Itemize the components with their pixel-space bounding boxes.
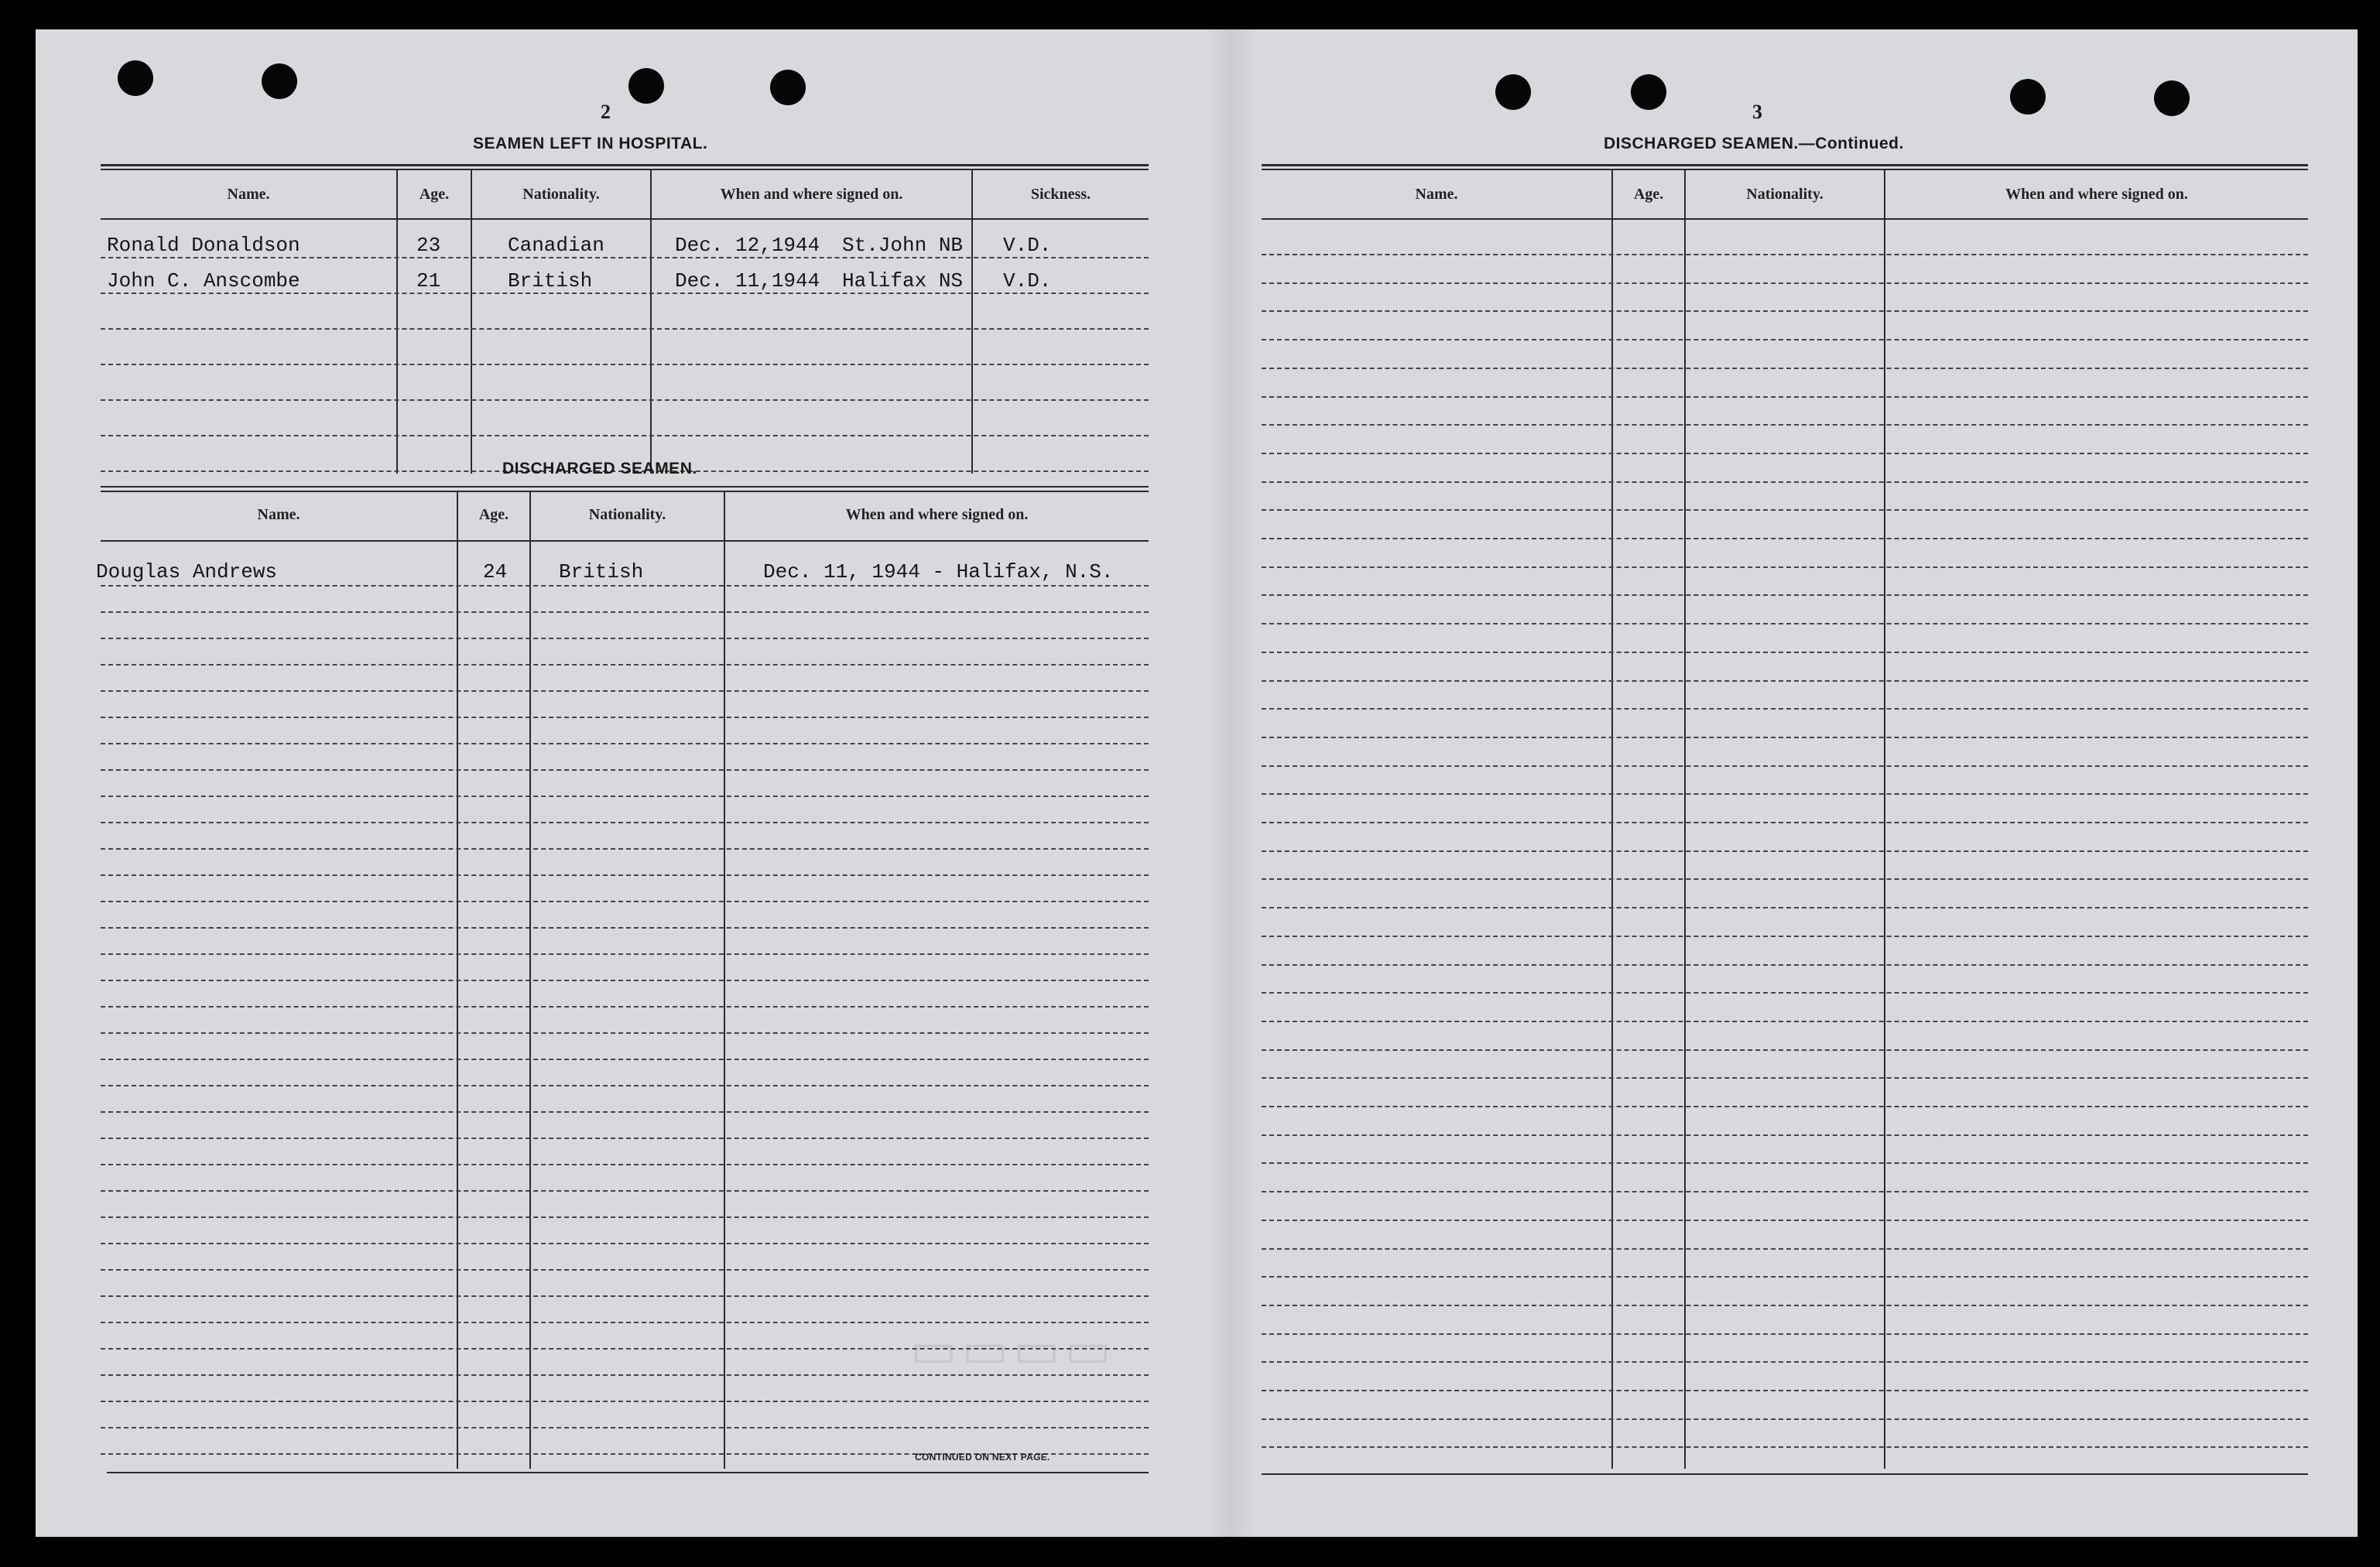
continued-col-name: Name. <box>1415 186 1458 203</box>
ruled-line <box>101 717 1149 718</box>
ruled-line <box>101 690 1149 692</box>
ruled-line <box>1262 1220 2308 1221</box>
ruled-line <box>101 795 1149 797</box>
ruled-line <box>1262 254 2308 255</box>
hospital-place: Halifax NS <box>842 269 964 293</box>
page-fold <box>1208 29 1255 1537</box>
hospital-sickness: V.D. <box>1003 234 1052 257</box>
hospital-date: Dec. 12,1944 <box>675 234 820 257</box>
ruled-line <box>101 1374 1149 1376</box>
discharged-nationality: British <box>559 560 644 583</box>
hospital-col-name: Name. <box>227 186 270 203</box>
punch-hole <box>2154 80 2190 116</box>
ruled-line <box>101 638 1149 639</box>
ruled-line <box>1262 1162 2308 1164</box>
ruled-line <box>101 953 1149 955</box>
hospital-section-title: SEAMEN LEFT IN HOSPITAL. <box>473 135 708 152</box>
discharged-col-signed-on: When and where signed on. <box>845 506 1029 523</box>
continued-col-age: Age. <box>1633 186 1664 203</box>
ruled-line <box>1262 594 2308 596</box>
punch-hole <box>1631 74 1666 110</box>
ruled-line <box>1262 1248 2308 1250</box>
ruled-line <box>1262 737 2308 738</box>
ruled-line <box>101 1138 1149 1139</box>
ruled-line <box>101 874 1149 876</box>
ruled-line <box>1262 1191 2308 1192</box>
ruled-line <box>1262 1134 2308 1136</box>
ruled-line <box>1262 850 2308 852</box>
ruled-line <box>1262 310 2308 312</box>
ruled-line <box>1262 680 2308 682</box>
punch-hole <box>262 63 297 99</box>
ruled-line <box>101 822 1149 823</box>
ruled-line <box>101 1401 1149 1402</box>
hospital-nationality: Canadian <box>508 234 604 257</box>
ruled-line <box>1262 708 2308 710</box>
hospital-age: 23 <box>416 234 441 257</box>
ruled-line <box>101 1427 1149 1428</box>
ruled-line <box>1262 878 2308 880</box>
discharged-age: 24 <box>483 560 508 583</box>
punch-hole <box>1495 74 1531 110</box>
ruled-line <box>101 769 1149 771</box>
ruled-line <box>1262 453 2308 454</box>
ruled-line <box>101 1006 1149 1008</box>
hospital-name: John C. Anscombe <box>107 269 300 293</box>
page-number: 2 <box>601 101 611 123</box>
ruled-line <box>1262 1390 2308 1391</box>
ruled-line <box>101 1216 1149 1218</box>
ruled-line <box>101 1059 1149 1060</box>
discharged-col-nationality: Nationality. <box>588 506 666 523</box>
ruled-line <box>1262 566 2308 568</box>
discharged-name: Douglas Andrews <box>96 560 278 583</box>
ruled-line <box>101 1243 1149 1244</box>
hospital-sickness: V.D. <box>1003 269 1052 293</box>
ruled-line <box>1262 396 2308 398</box>
ruled-line <box>101 1085 1149 1086</box>
ruled-line <box>101 1190 1149 1192</box>
continued-col-signed-on: When and where signed on. <box>2005 186 2188 203</box>
ruled-line <box>1262 1106 2308 1107</box>
hospital-name: Ronald Donaldson <box>107 234 300 257</box>
hospital-col-age: Age. <box>419 186 450 203</box>
ruled-line <box>101 1164 1149 1165</box>
ruled-line <box>101 1111 1149 1113</box>
ruled-line <box>1262 1077 2308 1079</box>
ruled-line <box>101 1295 1149 1297</box>
discharged-signed-on: Dec. 11, 1944 - Halifax, N.S. <box>763 560 1114 583</box>
discharged-col-name: Name. <box>257 506 300 523</box>
punch-hole <box>2010 79 2046 115</box>
ruled-line <box>1262 765 2308 767</box>
ruled-line <box>101 980 1149 981</box>
ruled-line <box>1262 424 2308 426</box>
ruled-line <box>1262 368 2308 369</box>
punch-hole <box>628 68 664 104</box>
ruled-line <box>101 664 1149 665</box>
ruled-line <box>1262 538 2308 539</box>
ruled-line <box>1262 793 2308 795</box>
ruled-line <box>1262 822 2308 823</box>
ruled-line <box>1262 992 2308 994</box>
hospital-date: Dec. 11,1944 <box>675 269 820 293</box>
ruled-line <box>1262 1333 2308 1335</box>
ruled-line <box>1262 652 2308 653</box>
ruled-line <box>1262 1446 2308 1448</box>
hospital-col-sickness: Sickness. <box>1030 186 1091 203</box>
ruled-line <box>1262 481 2308 483</box>
faint-stamp: ▭▭▭▭ <box>910 1322 1116 1377</box>
ruled-line <box>1262 907 2308 908</box>
ruled-line <box>101 611 1149 613</box>
ruled-line <box>1262 1418 2308 1420</box>
hospital-place: St.John NB <box>842 234 964 257</box>
discharged-section-title: DISCHARGED SEAMEN. <box>502 460 697 477</box>
punch-hole <box>770 70 806 105</box>
ruled-line <box>101 1348 1149 1350</box>
continued-col-nationality: Nationality. <box>1746 186 1824 203</box>
ruled-line <box>1262 282 2308 284</box>
ruled-line <box>1262 1049 2308 1051</box>
ruled-line <box>101 1322 1149 1323</box>
ruled-line <box>1262 509 2308 511</box>
ruled-line <box>101 901 1149 902</box>
ledger-sheet <box>36 29 2358 1537</box>
hospital-col-nationality: Nationality. <box>522 186 600 203</box>
page-number: 3 <box>1752 101 1762 123</box>
ruled-line <box>1262 623 2308 624</box>
hospital-nationality: British <box>508 269 593 293</box>
ruled-line <box>101 743 1149 744</box>
ruled-line <box>101 848 1149 850</box>
ruled-line <box>1262 964 2308 966</box>
ruled-line <box>1262 1305 2308 1306</box>
discharged-col-age: Age. <box>478 506 509 523</box>
ruled-line <box>1262 1361 2308 1363</box>
ruled-line <box>101 585 1149 587</box>
ruled-line <box>101 927 1149 929</box>
continued-note: CONTINUED ON NEXT PAGE. <box>915 1452 1050 1463</box>
ruled-line <box>1262 339 2308 340</box>
hospital-age: 21 <box>416 269 441 293</box>
punch-hole <box>118 60 153 96</box>
ruled-line <box>1262 1276 2308 1278</box>
ruled-line <box>101 1269 1149 1271</box>
ruled-line <box>1262 1021 2308 1022</box>
ruled-line <box>1262 936 2308 937</box>
discharged-continued-title: DISCHARGED SEAMEN.—Continued. <box>1604 135 1904 152</box>
hospital-col-signed-on: When and where signed on. <box>720 186 903 203</box>
ruled-line <box>101 1032 1149 1034</box>
